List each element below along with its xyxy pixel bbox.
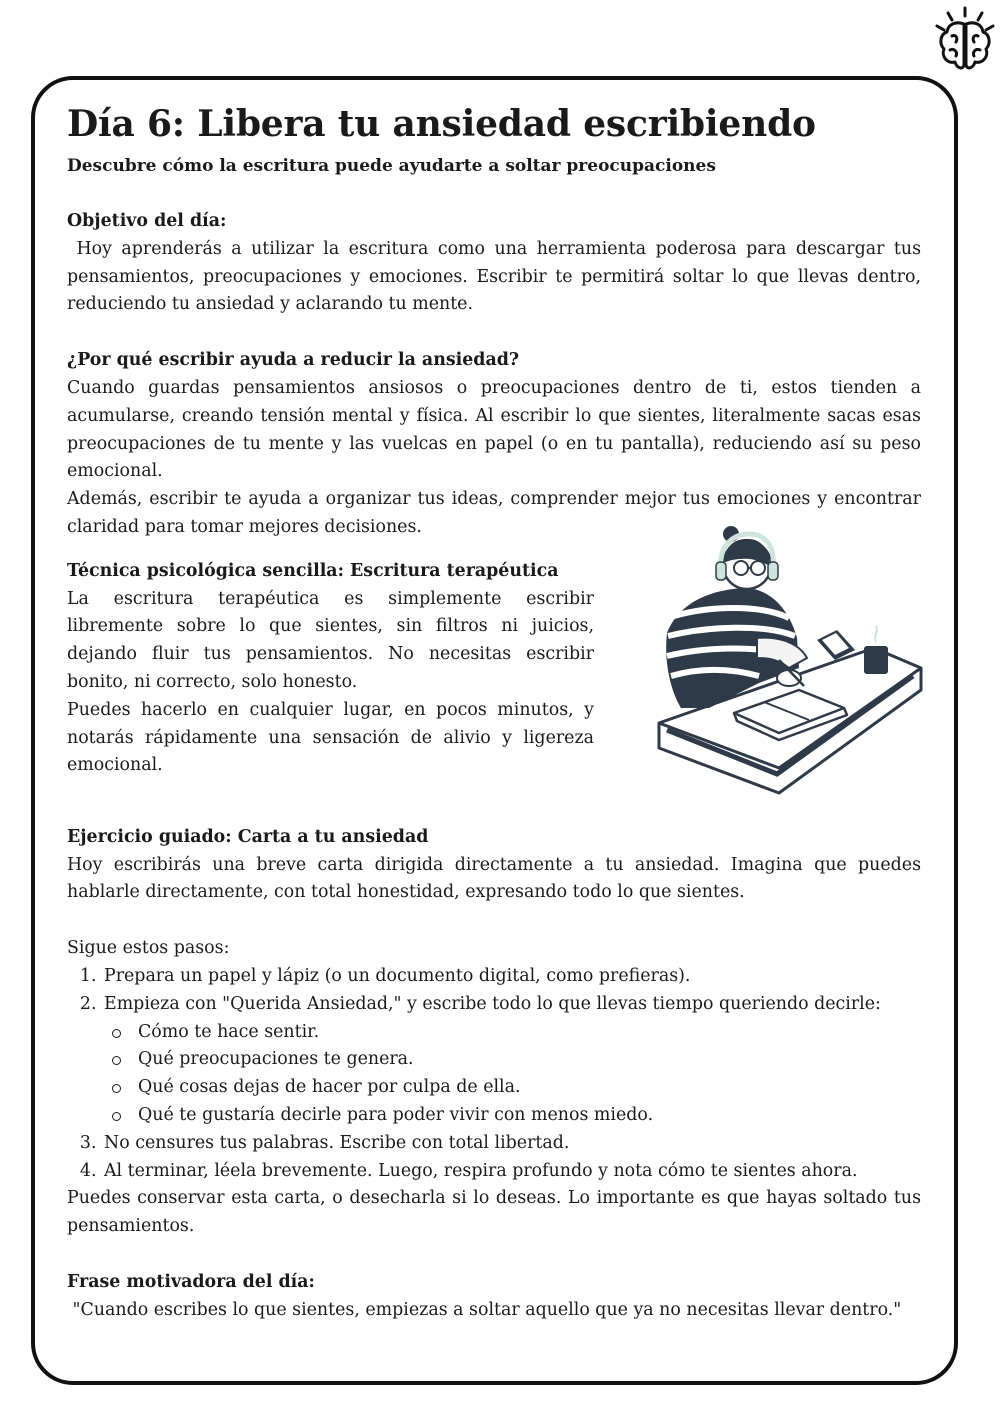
technique-paragraph-1: La escritura terapéutica es simplemente escribir libremente sobre lo que sientes, sin filtros ni juicios, dejando fluir tus pensamientos. No necesitas escribir bonito, ni correcto, solo honesto. bbox=[67, 588, 594, 692]
substeps-list bbox=[104, 1019, 921, 1130]
list-item: Qué te gustaría decirle para poder vivir con menos miedo. bbox=[138, 1102, 921, 1130]
page-subtitle: Descubre cómo la escritura puede ayudarte a soltar preocupaciones bbox=[67, 156, 716, 176]
brain-icon bbox=[930, 4, 1000, 76]
why-title: ¿Por qué escribir ayuda a reducir la ansiedad? bbox=[67, 350, 520, 371]
quote-title: Frase motivadora del día: bbox=[67, 1271, 315, 1292]
page-content bbox=[67, 98, 927, 1325]
page-title: Día 6: Libera tu ansiedad escribiendo bbox=[67, 103, 816, 145]
why-paragraph-2: Además, escribir te ayuda a organizar tus ideas, comprender mejor tus emociones y encontrar claridad para tomar mejores decisiones. bbox=[67, 489, 921, 537]
quote-text: "Cuando escribes lo que sientes, empiezas a soltar aquello que ya no necesitas llevar dentro." bbox=[67, 1299, 902, 1320]
why-paragraph-1: Cuando guardas pensamientos ansiosos o preocupaciones dentro de ti, estos tienden a acumularse, creando tensión mental y física. Al escribir lo que sientes, literalmente sacas esas preocupaciones de tu mente y las vuelcas en papel (o en tu pantalla), reduciendo así su peso emocional. bbox=[67, 377, 921, 482]
list-item: 2. Empieza con "Querida Ansiedad," y escribe todo lo que llevas tiempo queriendo decirle: Cómo te hace sentir. Qué preocupaciones te genera. Qué cosas dejas de hacer por culpa de ella. Qué te gustaría decirle para poder vivir con menos miedo. bbox=[102, 991, 921, 1130]
exercise-closing: Puedes conservar esta carta, o desecharla si lo deseas. Lo importante es que hayas soltado tus pensamientos. bbox=[67, 1188, 921, 1237]
woman-writing-illustration bbox=[639, 518, 929, 808]
technique-title: Técnica psicológica sencilla: Escritura terapéutica bbox=[67, 560, 559, 581]
steps-list bbox=[67, 963, 921, 1185]
exercise-title: Ejercicio guiado: Carta a tu ansiedad bbox=[67, 826, 429, 847]
steps-intro: Sigue estos pasos: bbox=[67, 938, 230, 959]
objective-title: Objetivo del día: bbox=[67, 211, 227, 231]
list-item: Qué preocupaciones te genera. bbox=[138, 1046, 921, 1074]
list-item: Cómo te hace sentir. bbox=[138, 1019, 921, 1047]
list-item: 4. Al terminar, léela brevemente. Luego, respira profundo y nota cómo te sientes ahora. bbox=[102, 1158, 921, 1186]
technique-section bbox=[67, 558, 921, 808]
list-item: Qué cosas dejas de hacer por culpa de ella. bbox=[138, 1074, 921, 1102]
technique-paragraph-2: Puedes hacerlo en cualquier lugar, en pocos minutos, y notarás rápidamente una sensación de alivio y ligereza emocional. bbox=[67, 699, 594, 776]
objective-text: Hoy aprenderás a utilizar la escritura como una herramienta poderosa para descargar tus pensamientos, preocupaciones y emociones. Escribir te permitirá soltar lo que llevas dentro, reduciendo tu ansiedad y aclarando tu mente. bbox=[67, 238, 927, 315]
list-item: 1. Prepara un papel y lápiz (o un documento digital, como prefieras). bbox=[102, 963, 921, 991]
exercise-intro: Hoy escribirás una breve carta dirigida directamente a tu ansiedad. Imagina que puedes hablarle directamente, con total honestidad, expresando todo lo que sientes. bbox=[67, 854, 921, 903]
list-item: 3. No censures tus palabras. Escribe con total libertad. bbox=[102, 1130, 921, 1158]
